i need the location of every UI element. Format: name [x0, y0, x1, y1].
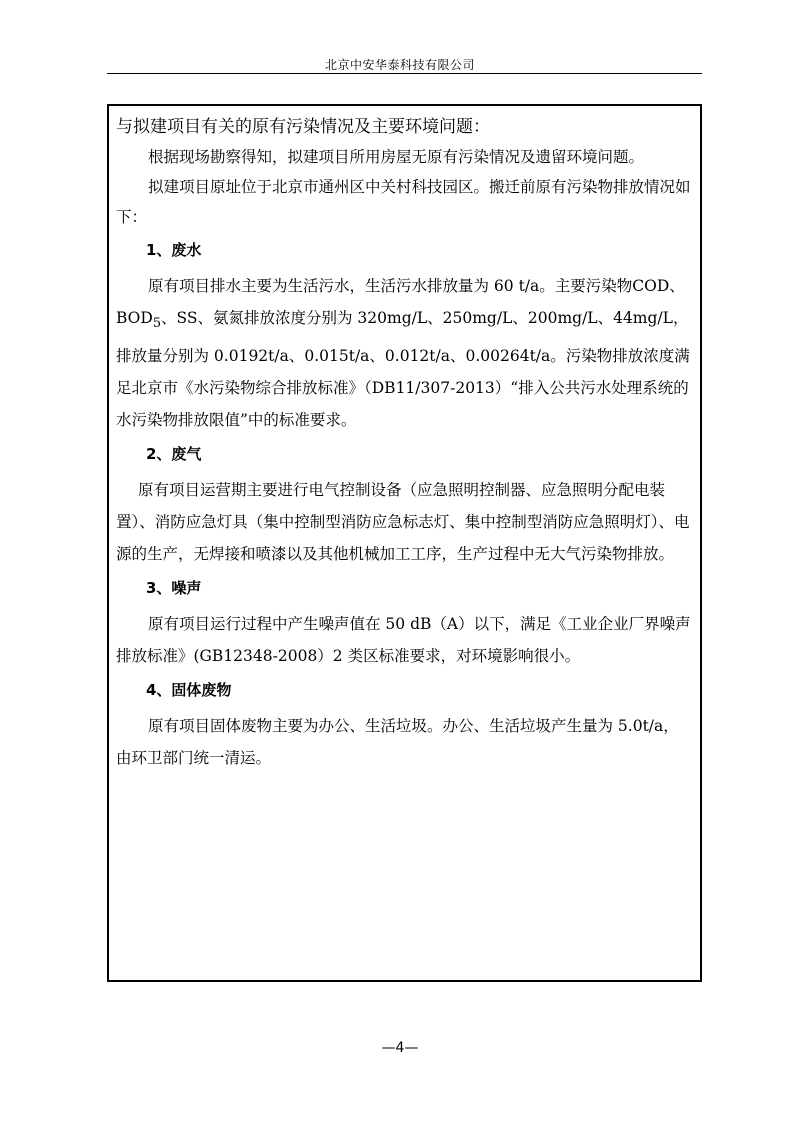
- solid-waste-heading: 4、固体废物: [146, 681, 232, 700]
- wastewater-text-part1: 原有项目排水主要为生活污水，生活污水排放量为 60 t/a。主要污染物COD、BOD: [116, 277, 685, 327]
- wastewater-text-part2: 、SS、氨氮排放浓度分别为 320mg/L、250mg/L、200mg/L、44mg/L，排放量分别为 0.0192t/a、0.015t/a、0.012t/a、0.00264t/a。污染物排放浓度满足北京市《水污染物综合排放标准》（DB11/307-2013）“排入公共污水处理系统的水污染物排放限值”中的标准要求。: [116, 309, 690, 430]
- location-paragraph: 拟建项目原址位于北京市通州区中关村科技园区。搬迁前原有污染物排放情况如下：: [116, 178, 691, 226]
- exhaust-heading: 2、废气: [146, 445, 202, 464]
- wastewater-paragraph: [116, 270, 692, 436]
- wastewater-heading: 1、废水: [146, 241, 202, 259]
- noise-paragraph: 原有项目运行过程中产生噪声值在 50 dB（A）以下，满足《工业企业厂界噪声排放标准》(GB12348-2008）2 类区标准要求，对环境影响很小。: [116, 615, 691, 666]
- page-header-company: 北京中安华泰科技有限公司: [324, 58, 475, 72]
- noise-heading: 3、噪声: [146, 579, 202, 598]
- page-number: —4—: [381, 1040, 419, 1056]
- document-body: [116, 112, 692, 774]
- intro-paragraph: 根据现场勘察得知，拟建项目所用房屋无原有污染情况及遗留环境问题。: [148, 148, 645, 166]
- exhaust-paragraph: 原有项目运营期主要进行电气控制设备（应急照明控制器、应急照明分配电装置）、消防应急灯具（集中控制型消防应急标志灯、集中控制型消防应急照明灯）、电源的生产，无焊接和喷漆以及其他机械加工工序，生产过程中无大气污染物排放。: [116, 481, 690, 564]
- header-divider: [107, 73, 702, 74]
- bod-subscript: 5: [152, 316, 162, 332]
- section-title: 与拟建项目有关的原有污染情况及主要环境问题：: [116, 117, 490, 137]
- solid-waste-paragraph: 原有项目固体废物主要为办公、生活垃圾。办公、生活垃圾产生量为 5.0t/a，由环卫部门统一清运。: [116, 717, 679, 768]
